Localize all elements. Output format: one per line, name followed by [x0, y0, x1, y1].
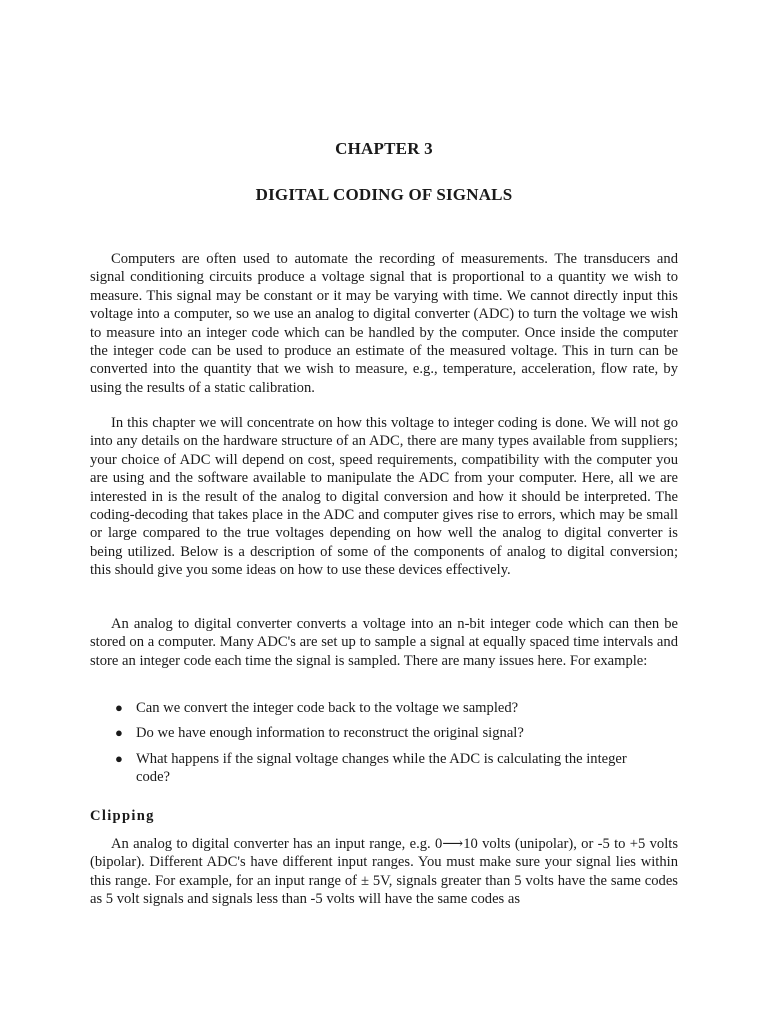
list-item [90, 750, 678, 787]
question-list [90, 699, 678, 794]
bullet-icon: ● [115, 700, 123, 715]
list-item-text: What happens if the signal voltage changes while the ADC is calculating the integer code? [136, 750, 627, 786]
bullet-icon: ● [115, 750, 123, 766]
list-item [90, 724, 678, 742]
chapter-label: CHAPTER 3 [335, 139, 433, 158]
bullet-icon: ● [115, 725, 123, 741]
paragraph-clipping: An analog to digital converter has an input range, e.g. 0⟶10 volts (unipolar), or -5 to +5 volts (bipolar). Different ADC's have different input ranges. You must make sure your signal lies within this range. For example, for an input range of ± 5V, signals greater than 5 volts have the same codes as 5 volt signals and signals less than -5 volts will have the same codes as [90, 836, 678, 908]
paragraph-chapter-focus: In this chapter we will concentrate on how this voltage to integer coding is done. We will not go into any details on the hardware structure of an ADC, there are many types available from suppliers; your choice of ADC will depend on cost, speed requirements, compatibility with the computer you are using and the software available to manipulate the ADC from your computer. Here, all we are interested in is the result of the analog to digital conversion and how it should be interpreted. The coding-decoding that takes place in the ADC and computer gives rise to errors, which may be small or large compared to the true voltages depending on how well the analog to digital converter is being utilized. Below is a description of some of the components of analog to digital conversion; this should give you some ideas on how to use these devices effectively. [90, 415, 678, 579]
paragraph-intro: Computers are often used to automate the recording of measurements. The transducers and signal conditioning circuits produce a voltage signal that is proportional to a quantity we wish to measure. This signal may be constant or it may be varying with time. We cannot directly input this voltage into a computer, so we use an analog to digital converter (ADC) to turn the voltage we wish to measure into an integer code which can be handled by the computer. Once inside the computer the integer code can be used to produce an estimate of the measured voltage. This in turn can be converted into the quantity that we wish to measure, e.g., temperature, acceleration, flow rate, by using the results of a static calibration. [90, 251, 678, 396]
section-heading-clipping: Clipping [90, 808, 155, 824]
list-item-text: Can we convert the integer code back to the voltage we sampled? [136, 700, 519, 716]
paragraph-adc-overview: An analog to digital converter converts a voltage into an n-bit integer code which can then be stored on a computer. Many ADC's are set up to sample a signal at equally spaced time intervals and store an integer code each time the signal is sampled. There are many issues here. For example: [90, 616, 678, 669]
list-item-text: Do we have enough information to reconstruct the original signal? [136, 725, 524, 742]
list-item [90, 699, 678, 717]
chapter-title: DIGITAL CODING OF SIGNALS [255, 185, 513, 204]
